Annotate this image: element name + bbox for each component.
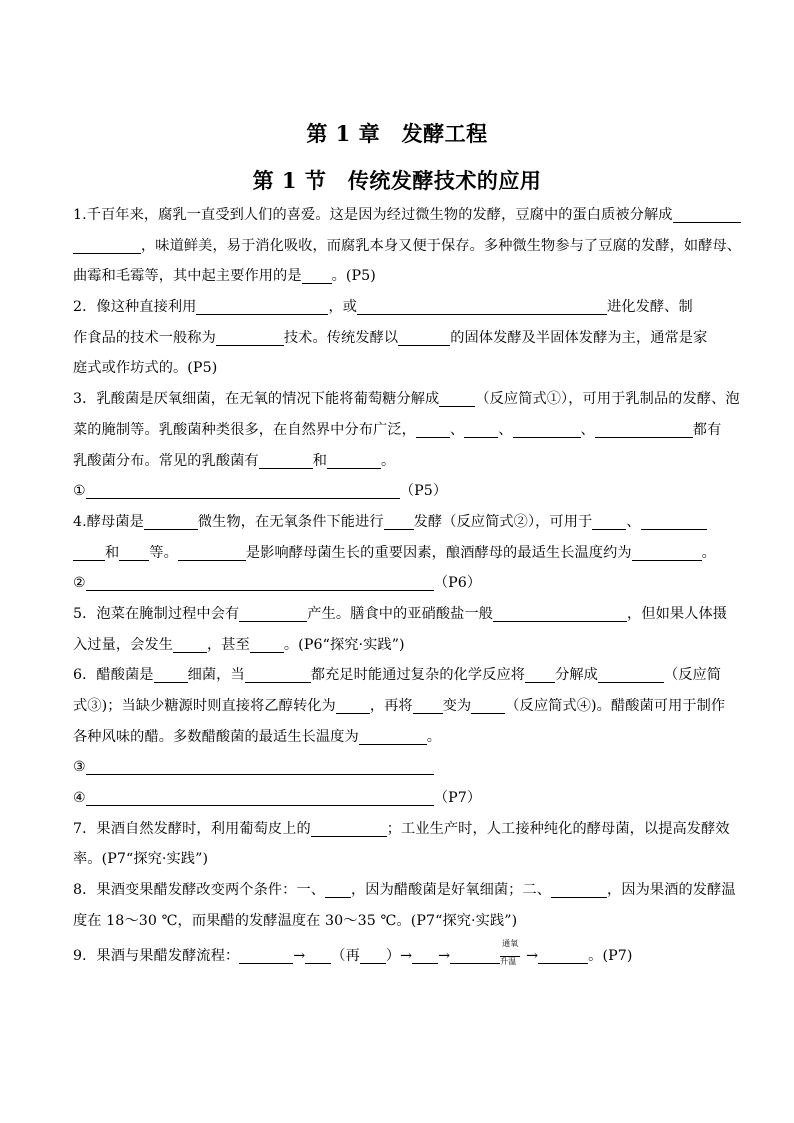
q4-page-ref: （P6） <box>433 575 482 592</box>
question-6-reaction-line-3 <box>73 752 723 783</box>
q3-blank-7[interactable] <box>327 453 381 469</box>
q6-reaction-blank-3[interactable] <box>86 759 434 775</box>
q4-blank-1[interactable] <box>144 514 198 530</box>
q6-text-a: 6．醋酸菌是 <box>73 667 154 684</box>
q4-circle-2: ② <box>73 575 86 592</box>
q3-text-g: 。 <box>381 452 396 469</box>
q3-text-e: 乳酸菌分布。常见的乳酸菌有 <box>73 452 259 469</box>
question-1-line-2 <box>73 231 742 262</box>
q4-blank-6[interactable] <box>178 545 246 561</box>
q6-text-b: 细菌，当 <box>187 667 245 684</box>
q6-blank-3[interactable] <box>525 667 555 683</box>
q6-blank-4[interactable] <box>598 667 664 683</box>
q4-text-e: 和 <box>105 544 120 561</box>
q4-blank-4[interactable] <box>641 514 707 530</box>
q6-blank-7[interactable] <box>471 698 505 714</box>
q8-blank-1[interactable] <box>325 882 351 898</box>
q9-blank-3[interactable] <box>360 948 386 964</box>
section-title: 第 1 节 传统发酵技术的应用 <box>252 168 542 193</box>
q3-blank-2[interactable] <box>416 422 450 438</box>
question-4-reaction-line <box>73 568 723 599</box>
question-9-line-1 <box>73 938 723 972</box>
q3-text-c: 菜的腌制等。乳酸菌种类很多，在自然界中分布广泛， <box>73 421 416 438</box>
q5-blank-4[interactable] <box>250 637 284 653</box>
q8-blank-2[interactable] <box>551 882 607 898</box>
q2-blank-3[interactable] <box>216 330 284 346</box>
q2-text-g: 庭式或作坊式的。(P5) <box>73 360 218 377</box>
q4-text-b: 微生物，在无氧条件下能进行 <box>197 513 384 530</box>
q6-blank-1[interactable] <box>154 667 188 683</box>
q3-blank-1[interactable] <box>439 391 475 407</box>
q6-blank-8[interactable] <box>359 729 427 745</box>
q6-text-i: （反应简式④)。醋酸菌可用于制作 <box>505 698 726 714</box>
q2-text-e: 技术。传统发酵以 <box>283 329 399 346</box>
q6-text-h: 变为 <box>442 698 472 714</box>
q5-text-a: 5．泡菜在腌制过程中会有 <box>73 605 240 622</box>
q6-text-k: 。 <box>426 728 442 745</box>
question-2-line-2 <box>73 323 723 354</box>
q7-text-a: 7．果酒自然发酵时，利用葡萄皮上的 <box>73 820 311 837</box>
q3-text-b: （反应简式①），可用于乳制品的发酵、泡 <box>475 391 740 408</box>
q4-blank-2[interactable] <box>384 514 414 530</box>
question-2-line-3 <box>73 353 723 384</box>
q9-arrow-2: → <box>400 947 413 964</box>
question-5-line-1 <box>73 599 728 630</box>
q9-open-paren: （再 <box>331 947 360 964</box>
q4-blank-3[interactable] <box>592 514 626 530</box>
question-4-line-2 <box>73 538 723 569</box>
q1-blank-1[interactable] <box>673 207 741 223</box>
q3-page-ref: （P5） <box>399 483 448 500</box>
question-7-line-2 <box>73 844 723 875</box>
q1-blank-1-cont[interactable] <box>73 238 141 254</box>
q6-circle-3: ③ <box>73 759 86 776</box>
q6-text-g: ，再将 <box>369 698 413 714</box>
q6-text-c: 都充足时能通过复杂的化学反应将 <box>310 667 526 684</box>
q6-text-f: 式③)；当缺少糖源时则直接将乙醇转化为 <box>73 698 336 714</box>
q4-text-c: 发酵（反应简式②），可用于 <box>413 513 593 530</box>
question-6-line-3 <box>73 722 723 753</box>
q5-text-b: 产生。膳食中的亚硝酸盐一般 <box>307 605 494 622</box>
q1-text-c: 曲霉和毛霉等，其中起主要作用的是 <box>73 268 302 285</box>
q3-blank-3[interactable] <box>464 422 498 438</box>
q3-text-f: 和 <box>312 452 328 469</box>
question-7-line-1 <box>73 814 730 845</box>
q4-text-h: 。 <box>701 544 716 561</box>
q9-arrow-3: → <box>438 947 451 964</box>
q6-blank-5[interactable] <box>336 698 370 714</box>
q5-text-f: 。(P6“探究·实践”) <box>283 636 405 653</box>
q1-text-a: 1.千百年来，腐乳一直受到人们的喜爱。这是因为经过微生物的发酵，豆腐中的蛋白质被分解成 <box>73 207 673 223</box>
q2-text-f: 的固体发酵及半固体发酵为主，通常是家 <box>450 329 708 346</box>
q9-blank-6[interactable] <box>538 948 588 964</box>
q2-blank-1[interactable] <box>196 299 328 315</box>
question-6-line-1 <box>73 660 723 691</box>
q9-blank-5[interactable] <box>450 948 500 964</box>
q3-text-a: 3．乳酸菌是厌氧细菌，在无氧的情况下能将葡萄糖分解成 <box>73 391 440 408</box>
q5-blank-1[interactable] <box>239 606 307 622</box>
q5-blank-3[interactable] <box>173 637 207 653</box>
q2-blank-4[interactable] <box>398 330 450 346</box>
q6-text-d: 分解成 <box>555 667 598 684</box>
q9-arrow-1: → <box>293 947 306 964</box>
q8-text-d: 度在 18～30 ℃，而果醋的发酵温度在 30～35 ℃。(P7“探究·实践”) <box>73 912 518 929</box>
q4-blank-7[interactable] <box>632 545 702 561</box>
q9-condition-arrow <box>500 938 526 966</box>
q4-text-d: 、 <box>626 513 641 530</box>
q6-blank-2[interactable] <box>245 667 311 683</box>
q9-arrow-label-up: 通氧 <box>502 938 519 948</box>
q6-text-j: 各种风味的醋。多数醋酸菌的最适生长温度为 <box>73 728 359 745</box>
q3-sep-3: 、 <box>580 421 595 438</box>
q7-blank-1[interactable] <box>311 821 387 837</box>
q3-sep-2: 、 <box>498 421 513 438</box>
q7-text-c: 率。(P7“探究·实践”) <box>73 851 209 868</box>
q2-text-c: 进化发酵、制 <box>607 299 693 316</box>
q2-text-d: 作食品的技术一般称为 <box>73 329 216 346</box>
q1-text-d: 。(P5) <box>331 268 376 285</box>
question-3-reaction-line <box>73 476 723 507</box>
question-8-line-1 <box>73 875 736 906</box>
q8-text-c: ，因为果酒的发酵温 <box>607 882 736 899</box>
q9-arrow-4: → <box>526 947 539 964</box>
q6-blank-6[interactable] <box>413 698 443 714</box>
q8-text-b: ，因为醋酸菌是好氧细菌；二、 <box>351 882 552 899</box>
q3-reaction-blank[interactable] <box>86 483 400 499</box>
question-3-line-2 <box>73 415 723 446</box>
question-list <box>73 200 742 971</box>
q6-page-ref: （P7） <box>433 790 482 807</box>
q9-blank-4[interactable] <box>412 948 438 964</box>
q3-blank-6[interactable] <box>259 453 313 469</box>
q4-blank-5[interactable] <box>119 545 149 561</box>
question-5-line-2 <box>73 630 723 661</box>
q2-text-a: 2．像这种直接利用 <box>73 299 197 316</box>
q4-reaction-blank[interactable] <box>86 575 434 591</box>
question-3-line-3 <box>73 446 723 477</box>
q9-text-a: 9．果酒与果醋发酵流程： <box>73 947 240 964</box>
q9-blank-1[interactable] <box>239 948 293 964</box>
q9-close-paren: ） <box>385 947 401 964</box>
q5-text-c: ，但如果人体摄 <box>627 605 728 622</box>
q9-blank-2[interactable] <box>305 948 331 964</box>
q9-arrow-label-down: 升温 <box>500 956 517 966</box>
question-1-line-1 <box>73 200 723 231</box>
q3-blank-4[interactable] <box>513 422 581 438</box>
q3-blank-5[interactable] <box>595 422 693 438</box>
q6-circle-4: ④ <box>73 790 86 807</box>
q6-reaction-blank-4[interactable] <box>86 790 434 806</box>
q3-circle-1: ① <box>73 483 86 500</box>
q3-sep-1: 、 <box>449 421 465 438</box>
q4-text-a: 4.酵母菌是 <box>73 513 144 530</box>
q3-text-d: 都有 <box>692 421 722 438</box>
q5-blank-2[interactable] <box>493 606 627 622</box>
q7-text-b: ；工业生产时，人工接种纯化的酵母菌，以提高发酵效 <box>386 820 730 837</box>
q4-blank-4-cont[interactable] <box>73 545 105 561</box>
question-3-line-1 <box>73 384 740 415</box>
q1-text-b: ，味道鲜美，易于消化吸收，而腐乳本身又便于保存。多种微生物参与了豆腐的发酵，如酵母、 <box>141 237 742 254</box>
question-6-reaction-line-4 <box>73 783 723 814</box>
q9-text-end: 。(P7) <box>588 947 633 964</box>
q5-text-e: ，甚至 <box>207 636 250 653</box>
q2-text-b: ，或 <box>328 299 358 316</box>
question-2-line-1 <box>73 292 723 323</box>
question-6-line-2 <box>73 691 726 722</box>
q2-blank-2[interactable] <box>357 299 607 315</box>
q1-blank-2[interactable] <box>302 268 332 284</box>
q6-text-e: （反应简 <box>663 667 722 684</box>
question-4-line-1 <box>73 507 723 538</box>
q4-text-g: 是影响酵母菌生长的重要因素，酿酒酵母的最适生长温度约为 <box>245 544 632 561</box>
q8-text-a: 8．果酒变果醋发酵改变两个条件：一、 <box>73 882 326 899</box>
q5-text-d: 入过量，会发生 <box>73 636 174 653</box>
question-1-line-3 <box>73 261 723 292</box>
question-8-line-2 <box>73 906 723 937</box>
chapter-title: 第 1 章 发酵工程 <box>306 121 488 146</box>
q4-text-f: 等。 <box>149 544 178 561</box>
